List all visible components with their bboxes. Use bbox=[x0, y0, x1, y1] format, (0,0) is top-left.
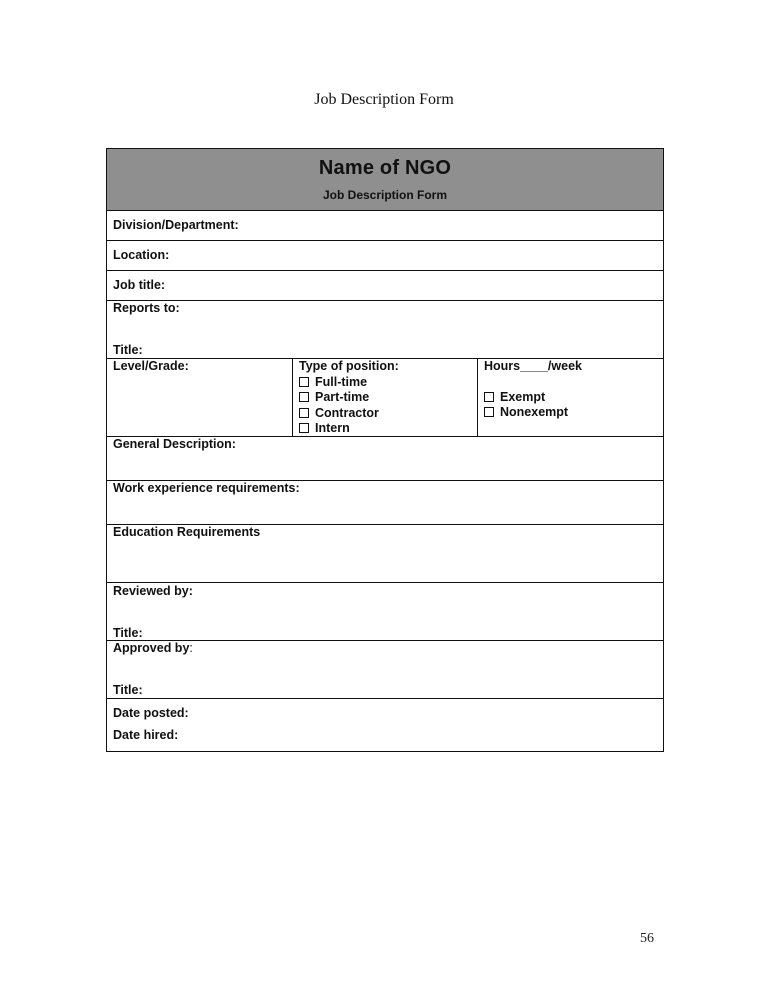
reviewed-by-row[interactable] bbox=[107, 583, 663, 641]
reviewed-by-label: Reviewed by: bbox=[113, 584, 193, 598]
checkbox-icon[interactable] bbox=[299, 408, 309, 418]
position-row bbox=[107, 359, 663, 437]
division-row[interactable] bbox=[107, 211, 663, 241]
reports-to-row[interactable] bbox=[107, 301, 663, 359]
hours-label: Hours____/week bbox=[484, 359, 582, 373]
reports-title-label: Title: bbox=[113, 343, 143, 357]
level-cell[interactable] bbox=[107, 359, 292, 436]
checkbox-icon[interactable] bbox=[299, 423, 309, 433]
approved-by-label: Approved by: bbox=[113, 641, 193, 655]
org-name: Name of NGO bbox=[318, 157, 452, 179]
job-title-label: Job title: bbox=[113, 278, 166, 292]
option-contractor[interactable]: Contractor bbox=[299, 406, 399, 422]
date-posted-label: Date posted: bbox=[113, 706, 189, 720]
job-title-row[interactable] bbox=[107, 271, 663, 301]
option-nonexempt[interactable]: Nonexempt bbox=[484, 405, 582, 421]
general-description-row[interactable] bbox=[107, 437, 663, 481]
level-label: Level/Grade: bbox=[113, 359, 189, 373]
checkbox-icon[interactable] bbox=[484, 392, 494, 402]
approved-by-row[interactable] bbox=[107, 641, 663, 699]
work-experience-row[interactable] bbox=[107, 481, 663, 525]
work-experience-label: Work experience requirements: bbox=[113, 481, 300, 495]
checkbox-icon[interactable] bbox=[299, 377, 309, 387]
checkbox-icon[interactable] bbox=[484, 407, 494, 417]
option-exempt[interactable]: Exempt bbox=[484, 390, 582, 406]
option-intern[interactable]: Intern bbox=[299, 421, 399, 437]
form-header bbox=[107, 149, 663, 211]
education-row[interactable] bbox=[107, 525, 663, 583]
general-description-label: General Description: bbox=[113, 437, 236, 451]
reviewed-title-label: Title: bbox=[113, 626, 143, 640]
hours-cell bbox=[477, 359, 663, 436]
approved-title-label: Title: bbox=[113, 683, 143, 697]
type-cell bbox=[292, 359, 478, 436]
job-description-form bbox=[106, 148, 664, 752]
dates-row[interactable] bbox=[107, 699, 663, 751]
page-number: 56 bbox=[640, 931, 654, 946]
option-full-time[interactable]: Full-time bbox=[299, 375, 399, 391]
date-hired-label: Date hired: bbox=[113, 728, 179, 742]
type-label: Type of position: bbox=[299, 359, 399, 373]
reports-to-label: Reports to: bbox=[113, 301, 180, 315]
education-label: Education Requirements bbox=[113, 525, 261, 539]
location-label: Location: bbox=[113, 248, 170, 262]
location-row[interactable] bbox=[107, 241, 663, 271]
page-title: Job Description Form bbox=[314, 91, 454, 108]
option-part-time[interactable]: Part-time bbox=[299, 390, 399, 406]
checkbox-icon[interactable] bbox=[299, 392, 309, 402]
form-subtitle: Job Description Form bbox=[322, 188, 447, 202]
division-label: Division/Department: bbox=[113, 218, 239, 232]
